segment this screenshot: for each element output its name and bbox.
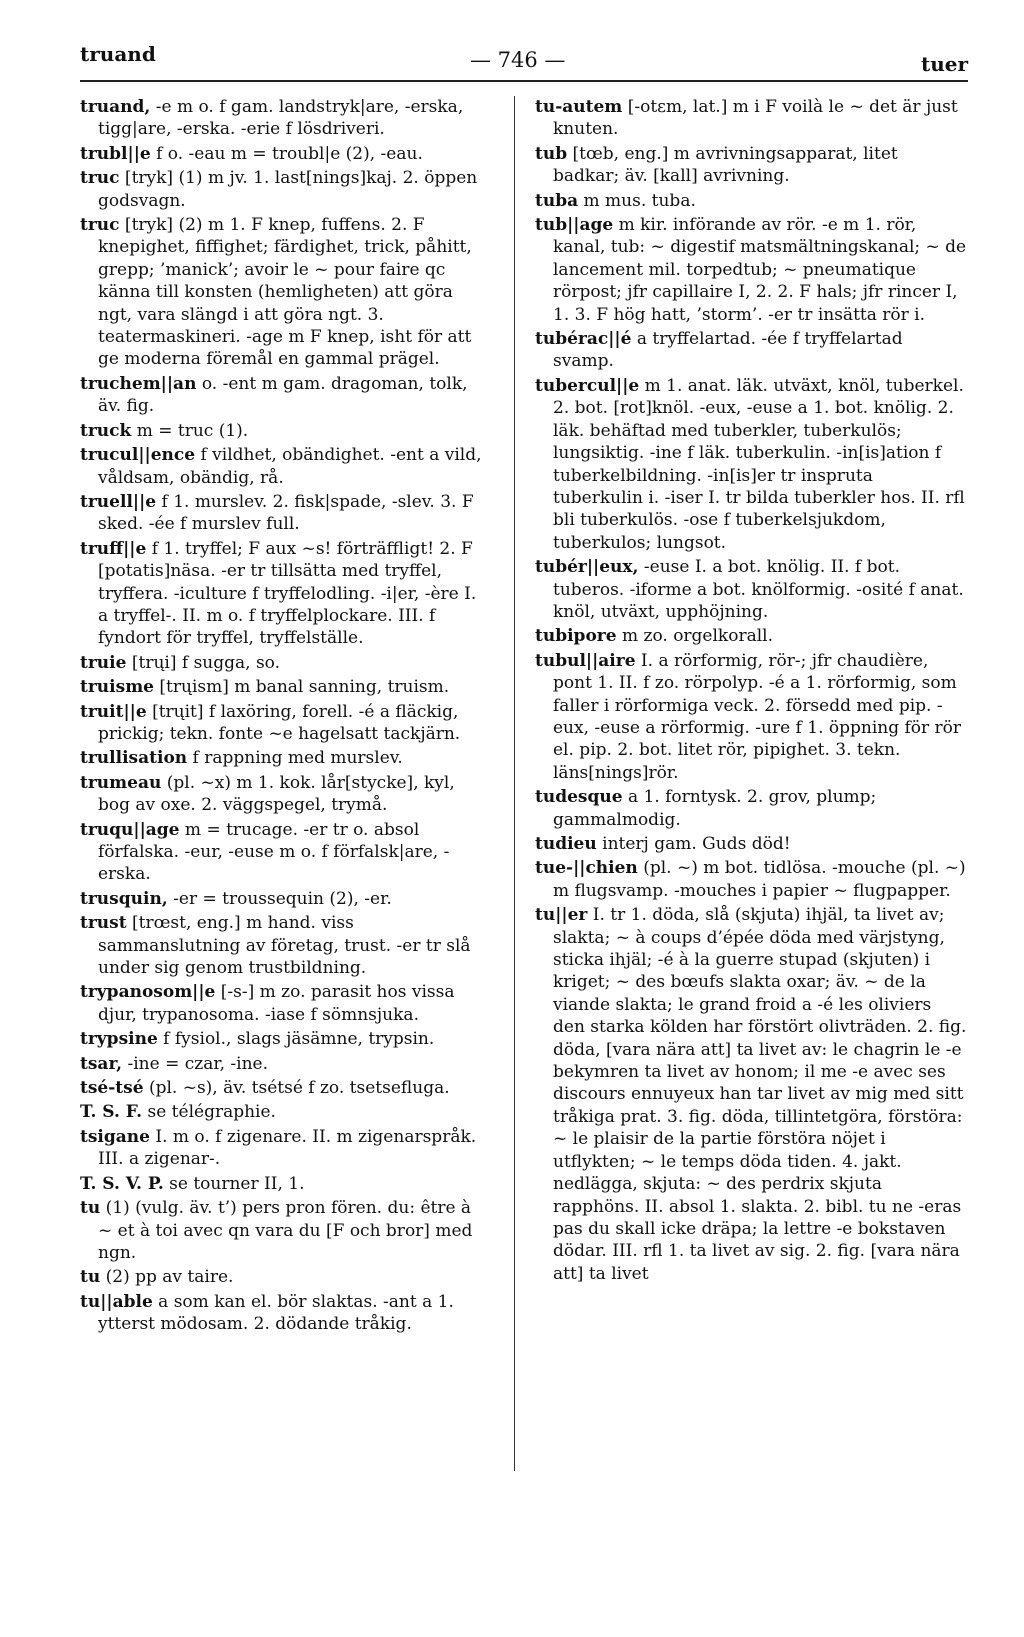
definition: [-otεm, lat.] m i F voilà le ~ det är just knuten. xyxy=(553,97,958,140)
definition: [trœst, eng.] m hand. viss sammanslutning av företag, trust. -er tr slå under sig genom trustbildning. xyxy=(98,913,471,979)
dictionary-entry xyxy=(535,214,968,326)
dictionary-entry xyxy=(535,833,968,855)
definition: m 1. anat. läk. utväxt, knöl, tuberkel. 2. bot. [rot]knöl. -eux, -euse a 1. bot. knölig. 2. läk. behäftad med tuberkler, tuberkulös; lungsiktig. -ine f läk. tuberkulin. -in[is]ation f tuberkelbildning. -in[is]er tr inspruta tuberkulin i. -iser I. tr bilda tuberkler hos. II. rfl bli tuberkulös. -ose f tuberkelsjukdom, tuberkulos; lungsot. xyxy=(553,375,965,553)
headword: T. S. V. P. xyxy=(80,1173,164,1194)
page-header xyxy=(80,36,968,78)
headword: trucul||ence xyxy=(80,445,196,466)
definition: (pl. ~s), äv. tsétsé f zo. tsetsefluga. xyxy=(143,1078,450,1099)
dictionary-entry xyxy=(80,1126,490,1171)
definition: f o. -eau m = troubl|e (2), -eau. xyxy=(150,143,423,164)
dictionary-entry xyxy=(80,1077,490,1099)
definition: o. -ent m gam. dragoman, tolk, äv. fig. xyxy=(98,373,468,417)
headword: trullisation xyxy=(80,748,188,769)
definition: m zo. orgelkorall. xyxy=(616,626,774,647)
dictionary-entry xyxy=(535,556,968,623)
dictionary-entry xyxy=(80,1291,490,1336)
headword: trypsine xyxy=(80,1029,158,1050)
headword: tubul||aire xyxy=(535,650,636,671)
definition: f vildhet, obändighet. -ent a vild, våldsam, obändig, rå. xyxy=(98,445,482,488)
definition: [trųit] f laxöring, forell. -é a fläckig, prickig; tekn. fonte ~e hagelsatt tackjärn. xyxy=(98,701,461,744)
definition: m mus. tuba. xyxy=(578,190,696,211)
dictionary-entry xyxy=(80,538,490,650)
dictionary-entry xyxy=(80,912,490,979)
headword: tu xyxy=(80,1198,101,1219)
headword: tudesque xyxy=(535,787,623,808)
definition: [trųi] f sugga, so. xyxy=(126,652,281,673)
headword: tsé-tsé xyxy=(80,1078,144,1099)
headword: truell||e xyxy=(80,491,157,512)
dictionary-entry xyxy=(80,420,490,442)
definition: I. tr 1. döda, slå (skjuta) ihjäl, ta livet av; slakta; ~ à coups d’épée döda med värjstyng, sticka ihjäl; -é à la guerre stupad (skjuten) i kriget; ~ des bœufs slakta oxar; äv. ~ de la viande slakta; le grand froid a -é les oliviers den starka kölden har förstört olivträden. 2. fig. döda, [vara nära att] ta livet av: le chagrin le -e bekymren ta livet av honom; il me -e avec ses discours ennuyeux han tar livet av mig med sitt tråkiga prat. 3. fig. döda, tillintetgöra, förstöra: ~ le plaisir de la partie förstöra nöjet i utflykten; ~ le temps döda tiden. 4. jakt. nedlägga, skjuta: ~ des perdrix skjuta rapphöns. II. absol 1. slakta. 2. bibl. tu ne -eras pas du skall icke dräpa; la lettre -e bokstaven dödar. III. rfl 1. ta livet av sig. 2. fig. [vara nära att] ta livet xyxy=(553,905,967,1284)
headword: trusquin, xyxy=(80,888,168,909)
headword: tsar, xyxy=(80,1053,123,1074)
definition: I. m o. f zigenare. II. m zigenarspråk. III. a zigenar-. xyxy=(98,1126,477,1170)
headword: tubipore xyxy=(535,626,617,647)
headword: tub||age xyxy=(535,215,614,236)
dictionary-entry xyxy=(80,1053,490,1075)
dictionary-entry xyxy=(535,190,968,212)
dictionary-entry xyxy=(535,143,968,188)
dictionary-entry xyxy=(535,375,968,554)
page-number: — 746 — xyxy=(470,48,566,72)
headword: tu||able xyxy=(80,1291,153,1312)
dictionary-entry xyxy=(80,819,490,886)
dictionary-entry xyxy=(80,143,490,165)
dictionary-entry xyxy=(535,857,968,902)
dictionary-entry xyxy=(80,888,490,910)
headword: tu-autem xyxy=(535,97,623,117)
headword: trust xyxy=(80,913,127,934)
headword: truff||e xyxy=(80,538,147,559)
definition: f fysiol., slags jäsämne, trypsin. xyxy=(157,1029,435,1050)
headword: tub xyxy=(535,143,568,164)
headword: truand, xyxy=(80,97,151,117)
dictionary-entry xyxy=(535,96,968,141)
dictionary-entry xyxy=(80,167,490,212)
definition: m = trucage. -er tr o. absol förfalska. -eur, -euse m o. f förfalsk|are, -erska. xyxy=(98,819,450,885)
left-column xyxy=(80,96,490,1338)
definition: -ine = czar, -ine. xyxy=(122,1053,268,1074)
definition: a tryffelartad. -ée f tryffelartad svamp. xyxy=(553,329,903,372)
definition: [tœb, eng.] m avrivningsapparat, litet badkar; äv. [kall] avrivning. xyxy=(553,143,898,187)
definition: interj gam. Guds död! xyxy=(596,834,791,854)
definition: (1) (vulg. äv. t’) pers pron fören. du: être à ~ et à toi avec qn vara du [F och bror] med ngn. xyxy=(98,1198,473,1263)
dictionary-entry xyxy=(80,676,490,698)
headword: truqu||age xyxy=(80,819,180,840)
definition: m = truc (1). xyxy=(131,420,249,441)
definition: -e m o. f gam. landstryk|are, -erska, tigg|are, -erska. -erie f lösdriveri. xyxy=(98,97,464,140)
definition: (2) pp av taire. xyxy=(100,1267,234,1288)
definition: f 1. murslev. 2. fisk|spade, -slev. 3. F sked. -ée f murslev full. xyxy=(98,491,474,535)
header-rule xyxy=(80,80,968,82)
dictionary-entry xyxy=(535,786,968,831)
dictionary-entry xyxy=(80,1101,490,1123)
definition: [-s-] m zo. parasit hos vissa djur, trypanosoma. -iase f sömnsjuka. xyxy=(98,982,455,1025)
headword: tue-||chien xyxy=(535,858,638,879)
dictionary-entry xyxy=(80,701,490,746)
dictionary-entry xyxy=(535,328,968,373)
headword: truie xyxy=(80,652,127,673)
headword: truc xyxy=(80,215,120,236)
definition: I. a rörformig, rör-; jfr chaudière, pont 1. II. f zo. rörpolyp. -é a 1. rörformig, som faller i rörformiga veck. 2. försedd med pip. -eux, -euse a rörformig. -ure f 1. öppning för rör el. pip. 2. bot. litet rör, pipighet. 3. tekn. läns[nings]rör. xyxy=(553,650,962,783)
header-last-word: tuer xyxy=(920,52,968,76)
headword: trypanosom||e xyxy=(80,982,216,1003)
headword: truck xyxy=(80,420,132,441)
headword: T. S. F. xyxy=(80,1102,143,1123)
dictionary-entry xyxy=(535,904,968,1285)
definition: [tryk] (2) m 1. F knep, fuffens. 2. F knepighet, fiffighet; färdighet, trick, påhitt, grepp; ’manick’; avoir le ~ pour faire qc känna till konsten (hemligheten) att göra ngt, vara slängd i att göra ngt. 3. teatermaskineri. -age m F knep, isht för att ge moderna föremål en gammal prägel. xyxy=(98,215,472,370)
headword: tsigane xyxy=(80,1126,150,1147)
dictionary-entry xyxy=(80,1197,490,1264)
dictionary-entry xyxy=(80,1028,490,1050)
dictionary-entry xyxy=(80,747,490,769)
dictionary-entry xyxy=(80,1266,490,1288)
dictionary-entry xyxy=(80,444,490,489)
dictionary-entry xyxy=(80,96,490,141)
dictionary-entry xyxy=(80,214,490,371)
definition: [trųism] m banal sanning, truism. xyxy=(154,677,450,698)
header-first-word: truand xyxy=(80,42,156,66)
headword: truchem||an xyxy=(80,373,197,394)
right-column xyxy=(535,96,968,1287)
headword: truc xyxy=(80,168,120,189)
headword: tubérac||é xyxy=(535,329,632,350)
definition: a 1. forntysk. 2. grov, plump; gammalmodig. xyxy=(553,787,877,830)
headword: tu xyxy=(80,1267,101,1288)
headword: trumeau xyxy=(80,772,162,793)
definition: se télégraphie. xyxy=(142,1102,276,1123)
column-divider xyxy=(514,96,515,1471)
headword: tu||er xyxy=(535,905,588,926)
dictionary-entry xyxy=(80,772,490,817)
dictionary-entry xyxy=(80,652,490,674)
definition: f rappning med murslev. xyxy=(187,748,403,769)
definition: -euse I. a bot. knölig. II. f bot. tuberos. -iforme a bot. knölformig. -osité f anat. knöl, utväxt, upphöjning. xyxy=(553,557,964,622)
dictionary-entry xyxy=(80,491,490,536)
headword: tuba xyxy=(535,190,579,211)
headword: tubercul||e xyxy=(535,375,640,396)
dictionary-entry xyxy=(80,373,490,418)
definition: (pl. ~) m bot. tidlösa. -mouche (pl. ~) m flugsvamp. -mouches i papier ~ flugpapper. xyxy=(553,858,966,901)
headword: tudieu xyxy=(535,834,597,854)
headword: truit||e xyxy=(80,701,147,722)
headword: trubl||e xyxy=(80,143,151,164)
dictionary-entry xyxy=(80,1173,490,1195)
definition: a som kan el. bör slaktas. -ant a 1. ytterst mödosam. 2. dödande tråkig. xyxy=(98,1291,454,1335)
dictionary-entry xyxy=(535,650,968,784)
dictionary-entry xyxy=(80,981,490,1026)
definition: m kir. införande av rör. -e m 1. rör, kanal, tub: ~ digestif matsmältningskanal; ~ de lancement mil. torpedtub; ~ pneumatique rörpost; jfr capillaire I, 2. 2. F hals; jfr rincer I, 1. 3. F hög hatt, ’storm’. -er tr insätta rör i. xyxy=(553,215,967,325)
dictionary-entry xyxy=(535,625,968,647)
headword: truisme xyxy=(80,677,155,698)
definition: [tryk] (1) m jv. 1. last[nings]kaj. 2. öppen godsvagn. xyxy=(98,168,478,211)
definition: f 1. tryffel; F aux ~s! förträffligt! 2. F [potatis]näsa. -er tr tillsätta med tryffel, tryffera. -iculture f tryffelodling. -i|er, -ère I. a tryffel-. II. m o. f tryffelplockare. III. f fyndort för tryffel, tryffelställe. xyxy=(98,538,477,649)
definition: (pl. ~x) m 1. kok. lår[stycke], kyl, bog av oxe. 2. väggspegel, trymå. xyxy=(98,772,455,816)
definition: se tourner II, 1. xyxy=(163,1173,305,1194)
headword: tubér||eux, xyxy=(535,557,639,578)
definition: -er = troussequin (2), -er. xyxy=(167,888,392,909)
